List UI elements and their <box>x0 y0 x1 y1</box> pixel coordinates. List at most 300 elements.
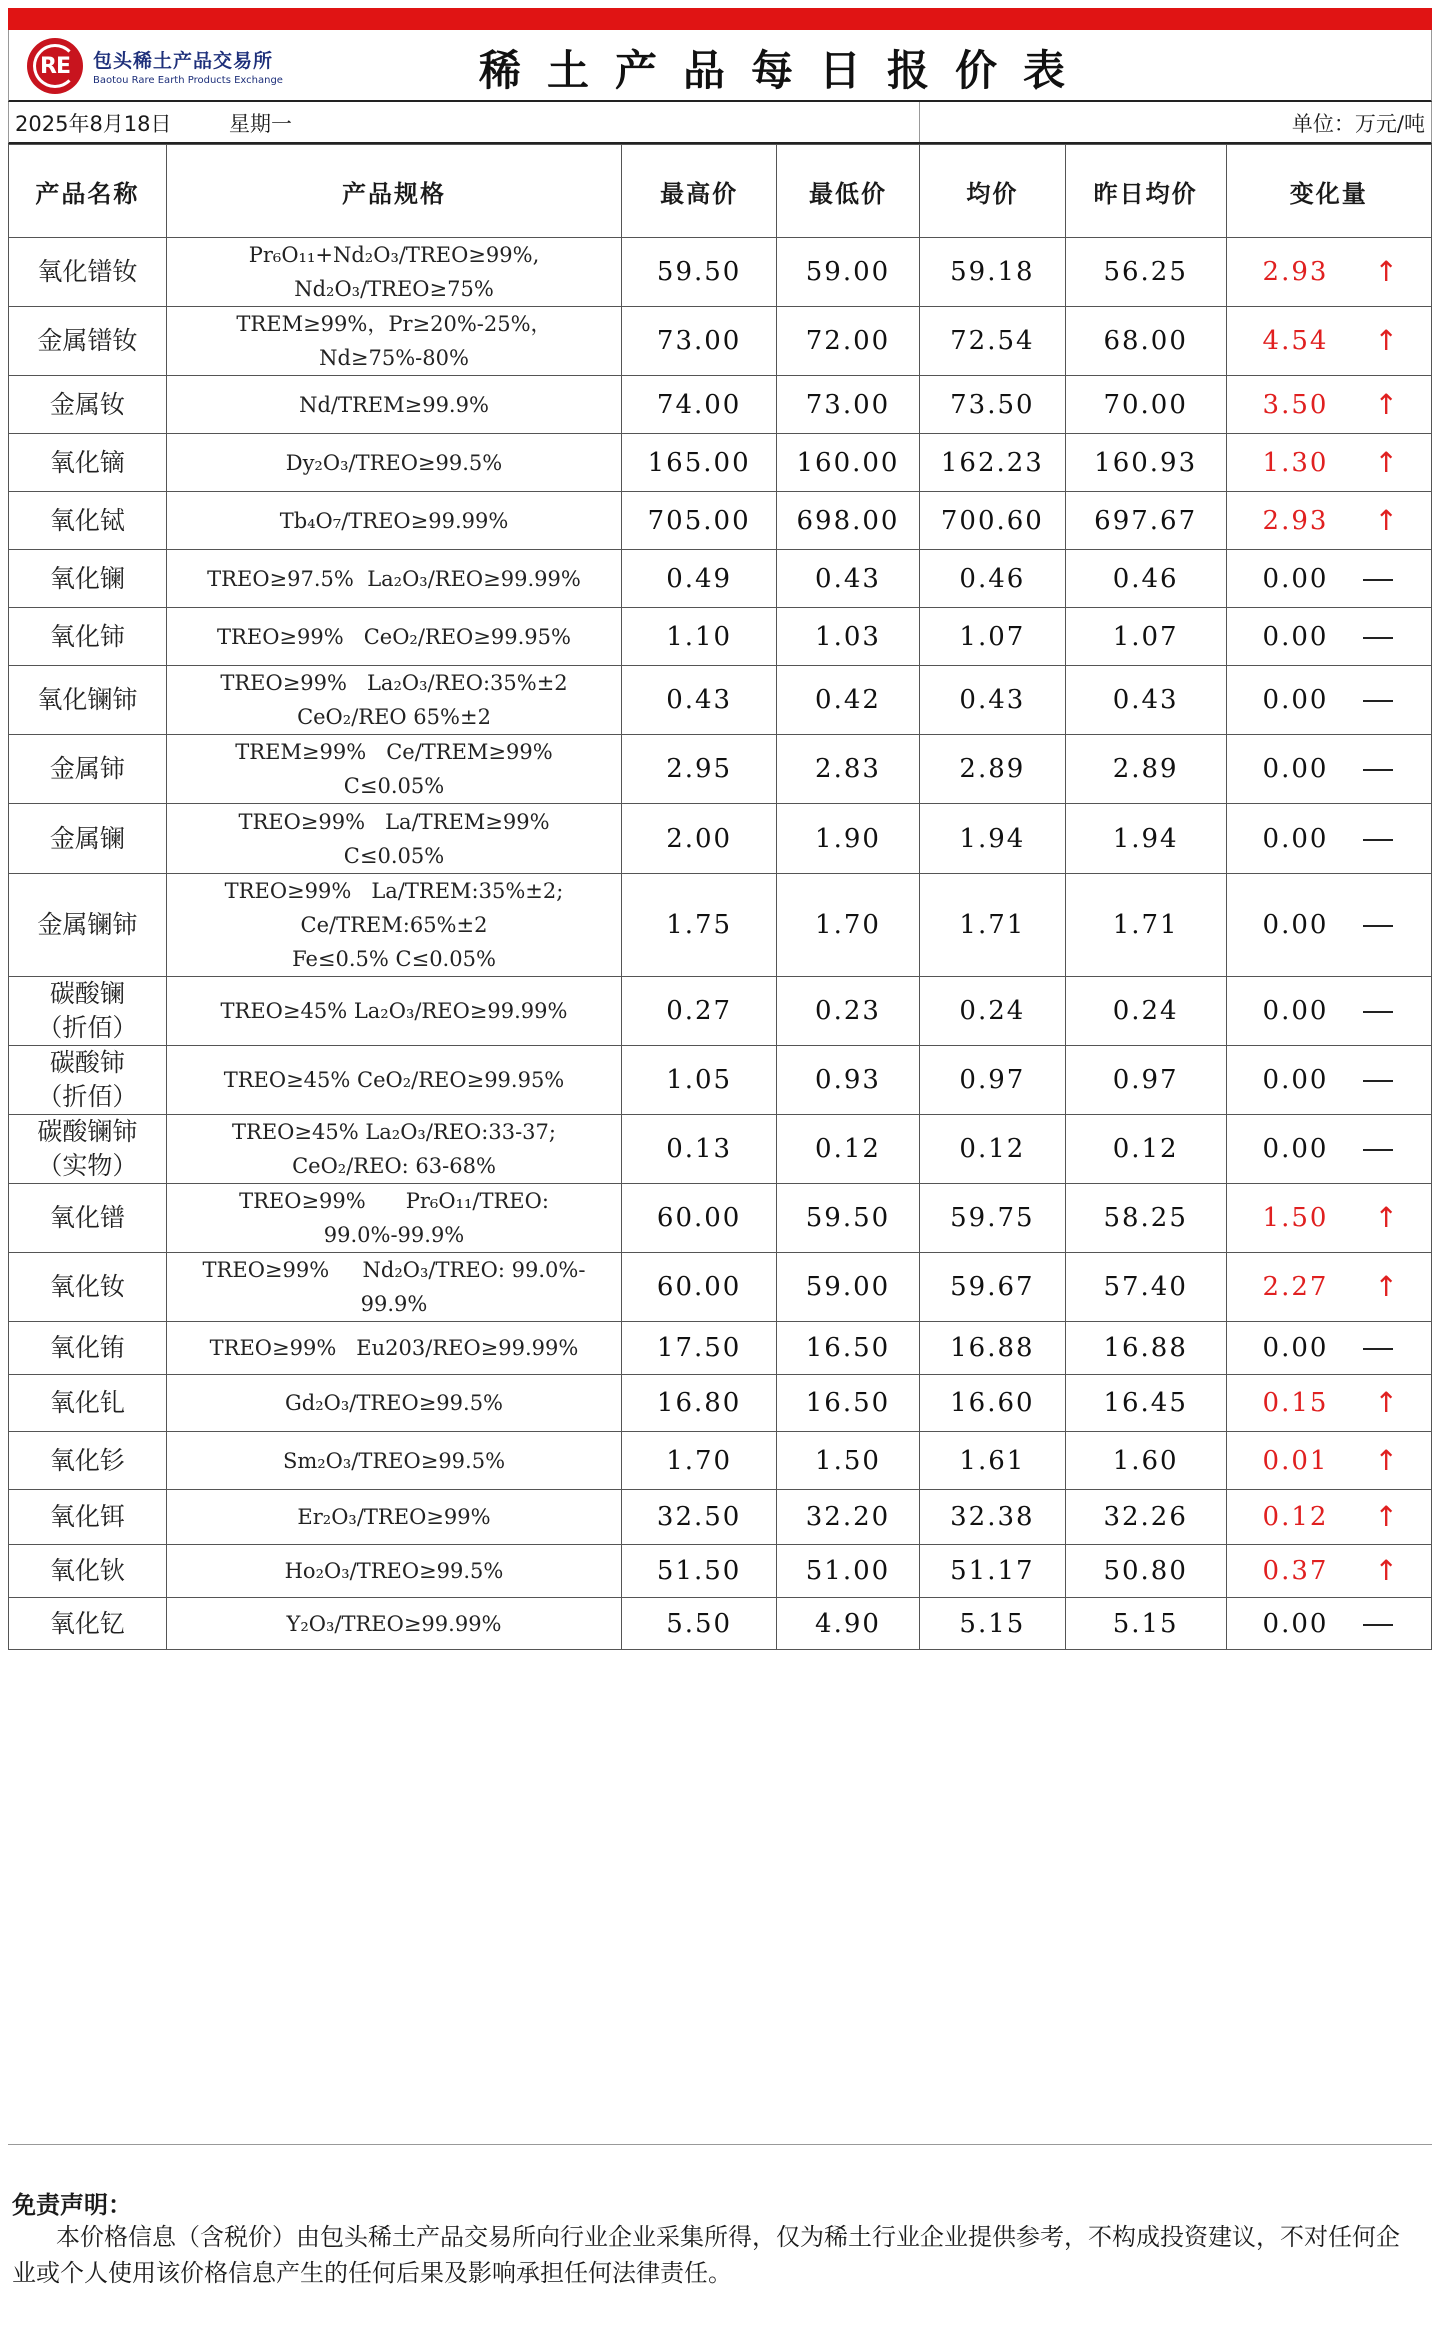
price-high: 1.05 <box>622 1046 777 1115</box>
product-spec-line: TREO≥99% La₂O₃/REO:35%±2 <box>220 671 568 695</box>
price-high: 1.70 <box>622 1432 777 1490</box>
table-row <box>9 1490 1432 1545</box>
product-name <box>9 1432 167 1490</box>
no-change-dash-icon <box>1363 1348 1393 1350</box>
no-change-dash-icon <box>1363 1011 1393 1013</box>
price-high: 2.00 <box>622 804 777 874</box>
disclaimer-body: 本价格信息（含税价）由包头稀土产品交易所向行业企业采集所得，仅为稀土行业企业提供参考，不构成投资建议，不对任何企业或个人使用该价格信息产生的任何后果及影响承担任何法律责任。 <box>12 2223 1400 2287</box>
product-spec <box>166 735 621 804</box>
product-name-line: 氧化镨钕 <box>37 257 138 286</box>
product-spec <box>166 608 621 666</box>
price-avg: 1.71 <box>919 874 1065 977</box>
table-row <box>9 307 1432 376</box>
product-spec-line: Y₂O₃/TREO≥99.99% <box>286 1611 502 1636</box>
price-change: 0.00 <box>1262 823 1329 854</box>
product-spec <box>166 238 621 307</box>
exchange-name-cn: 包头稀土产品交易所 <box>93 50 274 72</box>
product-spec-line: TREO≥99% La/TREM:35%±2; <box>224 879 564 903</box>
product-name <box>9 735 167 804</box>
product-spec-line: Pr₆O₁₁+Nd₂O₃/TREO≥99%, <box>248 243 540 267</box>
price-change-cell <box>1226 307 1431 376</box>
product-spec <box>166 1598 621 1650</box>
report-date: 2025年8月18日 <box>15 112 172 136</box>
product-spec-line: Tb₄O₇/TREO≥99.99% <box>279 508 509 533</box>
up-arrow-icon: ↑ <box>1374 445 1398 479</box>
product-spec <box>166 977 621 1046</box>
price-high: 60.00 <box>622 1253 777 1322</box>
sheet-header <box>8 30 1432 102</box>
price-prev: 0.24 <box>1065 977 1226 1046</box>
table-row <box>9 735 1432 804</box>
price-prev: 0.43 <box>1065 666 1226 735</box>
price-change: 0.15 <box>1262 1388 1329 1418</box>
price-high: 0.49 <box>622 550 777 608</box>
price-prev: 58.25 <box>1065 1184 1226 1253</box>
product-spec <box>166 1375 621 1432</box>
price-change: 0.00 <box>1262 1333 1329 1363</box>
price-high: 2.95 <box>622 735 777 804</box>
price-prev: 16.88 <box>1065 1322 1226 1375</box>
product-spec <box>166 307 621 376</box>
price-avg: 0.24 <box>919 977 1065 1046</box>
product-name <box>9 874 167 977</box>
up-arrow-icon: ↑ <box>1374 324 1398 357</box>
product-name <box>9 1046 167 1115</box>
price-change: 2.27 <box>1262 1272 1329 1302</box>
product-name <box>9 307 167 376</box>
product-name-line: 氧化铽 <box>49 505 125 535</box>
price-low: 1.03 <box>777 608 920 666</box>
product-name <box>9 434 167 492</box>
price-avg: 72.54 <box>919 307 1065 376</box>
product-name <box>9 977 167 1046</box>
product-name <box>9 1490 167 1545</box>
product-name <box>9 1184 167 1253</box>
product-spec-line: Sm₂O₃/TREO≥99.5% <box>282 1448 506 1473</box>
column-header: 产品名称 <box>9 145 167 238</box>
price-avg: 1.61 <box>919 1432 1065 1490</box>
no-change-dash-icon <box>1363 700 1393 702</box>
price-change: 0.00 <box>1262 910 1329 940</box>
column-header: 最低价 <box>777 145 920 238</box>
price-low: 72.00 <box>777 307 920 376</box>
product-spec-line: TREO≥99% CeO₂/REO≥99.95% <box>217 624 571 649</box>
up-arrow-icon: ↑ <box>1374 1500 1398 1533</box>
price-avg: 16.60 <box>919 1375 1065 1432</box>
product-name <box>9 1322 167 1375</box>
price-low: 59.50 <box>777 1184 920 1253</box>
product-spec-line: Ce/TREM:65%±2 <box>300 913 488 937</box>
product-name-line: 碳酸镧铈 <box>37 1117 138 1146</box>
price-change-cell <box>1226 492 1431 550</box>
product-spec <box>166 1046 621 1115</box>
price-change-cell <box>1226 376 1431 434</box>
price-change: 0.00 <box>1262 1608 1329 1639</box>
product-name <box>9 492 167 550</box>
product-spec-line: TREO≥99% Eu203/REO≥99.99% <box>209 1336 579 1360</box>
price-avg: 162.23 <box>919 434 1065 492</box>
product-spec-line: TREO≥45% La₂O₃/REO:33-37; <box>232 1120 556 1144</box>
up-arrow-icon: ↑ <box>1374 1270 1398 1303</box>
product-name-line: 氧化铈 <box>49 621 125 651</box>
price-high: 59.50 <box>622 238 777 307</box>
product-name-line: 氧化钆 <box>49 1388 125 1417</box>
price-low: 160.00 <box>777 434 920 492</box>
table-row <box>9 608 1432 666</box>
product-spec <box>166 1184 621 1253</box>
price-avg: 5.15 <box>919 1598 1065 1650</box>
product-name-line: 氧化镨 <box>49 1203 125 1232</box>
price-prev: 5.15 <box>1065 1598 1226 1650</box>
product-name-line: 氧化钇 <box>49 1608 125 1638</box>
price-change: 0.00 <box>1262 685 1329 715</box>
table-row <box>9 238 1432 307</box>
product-name-line: 氧化镝 <box>49 447 125 477</box>
product-spec <box>166 1253 621 1322</box>
price-low: 1.70 <box>777 874 920 977</box>
table-row <box>9 1115 1432 1184</box>
product-spec <box>166 1115 621 1184</box>
price-change-cell <box>1226 1598 1431 1650</box>
price-avg: 59.18 <box>919 238 1065 307</box>
table-row <box>9 550 1432 608</box>
product-spec-line: Fe≤0.5% C≤0.05% <box>292 947 496 971</box>
price-prev: 1.60 <box>1065 1432 1226 1490</box>
product-spec-line: Nd₂O₃/TREO≥75% <box>294 277 494 301</box>
product-spec-line: Er₂O₃/TREO≥99% <box>297 1505 491 1529</box>
price-low: 59.00 <box>777 1253 920 1322</box>
no-change-dash-icon <box>1363 579 1393 581</box>
product-name-line: 氧化钐 <box>49 1445 125 1475</box>
price-avg: 16.88 <box>919 1322 1065 1375</box>
product-spec-line: C≤0.05% <box>343 774 445 798</box>
re-logo-icon <box>27 38 83 94</box>
product-spec <box>166 1490 621 1545</box>
report-weekday: 星期一 <box>229 112 292 136</box>
price-high: 165.00 <box>622 434 777 492</box>
product-spec <box>166 492 621 550</box>
product-spec <box>166 874 621 977</box>
price-low: 0.23 <box>777 977 920 1046</box>
price-high: 32.50 <box>622 1490 777 1545</box>
price-high: 1.10 <box>622 608 777 666</box>
product-name-line: （折佰） <box>37 1082 138 1111</box>
product-name-line: 金属钕 <box>49 389 125 419</box>
product-spec-line: TREM≥99% Ce/TREM≥99% <box>235 740 553 764</box>
price-avg: 2.89 <box>919 735 1065 804</box>
up-arrow-icon: ↑ <box>1374 1554 1398 1587</box>
price-prev: 0.46 <box>1065 550 1226 608</box>
product-name <box>9 238 167 307</box>
table-row <box>9 492 1432 550</box>
table-header-row <box>9 145 1432 238</box>
price-prev: 16.45 <box>1065 1375 1226 1432</box>
product-spec-line: Dy₂O₃/TREO≥99.5% <box>285 450 503 475</box>
table-row <box>9 376 1432 434</box>
price-low: 4.90 <box>777 1598 920 1650</box>
product-spec <box>166 1432 621 1490</box>
price-change-cell <box>1226 608 1431 666</box>
price-prev: 697.67 <box>1065 492 1226 550</box>
product-name <box>9 666 167 735</box>
price-change-cell <box>1226 804 1431 874</box>
product-spec <box>166 1322 621 1375</box>
price-avg: 700.60 <box>919 492 1065 550</box>
price-change-cell <box>1226 1046 1431 1115</box>
table-row <box>9 666 1432 735</box>
price-change: 0.00 <box>1262 754 1329 784</box>
price-change-cell <box>1226 1545 1431 1598</box>
price-high: 0.27 <box>622 977 777 1046</box>
no-change-dash-icon <box>1363 769 1393 771</box>
table-row <box>9 1545 1432 1598</box>
product-spec <box>166 1545 621 1598</box>
top-red-bar <box>8 8 1432 30</box>
price-change-cell <box>1226 434 1431 492</box>
price-change-cell <box>1226 1375 1431 1432</box>
price-change-cell <box>1226 977 1431 1046</box>
table-row <box>9 1046 1432 1115</box>
price-change: 0.12 <box>1262 1502 1329 1532</box>
price-change: 0.00 <box>1262 1065 1329 1095</box>
price-change: 0.00 <box>1262 621 1329 652</box>
price-high: 17.50 <box>622 1322 777 1375</box>
price-high: 0.13 <box>622 1115 777 1184</box>
price-low: 0.43 <box>777 550 920 608</box>
price-high: 5.50 <box>622 1598 777 1650</box>
price-unit: 单位：万元/吨 <box>1291 112 1425 136</box>
product-name-line: 氧化钬 <box>49 1556 125 1585</box>
product-name <box>9 1545 167 1598</box>
product-spec-line: Gd₂O₃/TREO≥99.5% <box>284 1391 504 1415</box>
table-row <box>9 1253 1432 1322</box>
column-header: 昨日均价 <box>1065 145 1226 238</box>
price-low: 1.90 <box>777 804 920 874</box>
price-change-cell <box>1226 1184 1431 1253</box>
price-high: 705.00 <box>622 492 777 550</box>
price-avg: 0.12 <box>919 1115 1065 1184</box>
table-row <box>9 804 1432 874</box>
product-spec-line: TREO≥97.5% La₂O₃/REO≥99.99% <box>207 566 581 591</box>
price-avg: 1.07 <box>919 608 1065 666</box>
product-name-line: 氧化镧铈 <box>37 685 138 714</box>
product-spec-line: TREO≥45% La₂O₃/REO≥99.99% <box>220 999 568 1023</box>
price-high: 73.00 <box>622 307 777 376</box>
product-spec <box>166 376 621 434</box>
price-table <box>8 144 1432 1650</box>
product-name-line: （折佰） <box>37 1013 138 1042</box>
price-low: 16.50 <box>777 1375 920 1432</box>
product-spec-line: C≤0.05% <box>343 843 445 868</box>
price-avg: 0.97 <box>919 1046 1065 1115</box>
price-avg: 0.46 <box>919 550 1065 608</box>
price-low: 0.42 <box>777 666 920 735</box>
price-prev: 1.07 <box>1065 608 1226 666</box>
product-name-line: 氧化铒 <box>49 1502 125 1531</box>
product-name <box>9 550 167 608</box>
table-row <box>9 1598 1432 1650</box>
page-title: 稀土产品每日报价表 <box>479 46 1092 95</box>
logo-mark-text: RE <box>40 53 70 79</box>
price-high: 74.00 <box>622 376 777 434</box>
price-avg: 32.38 <box>919 1490 1065 1545</box>
price-prev: 32.26 <box>1065 1490 1226 1545</box>
price-low: 59.00 <box>777 238 920 307</box>
product-name <box>9 1375 167 1432</box>
price-prev: 0.97 <box>1065 1046 1226 1115</box>
price-prev: 2.89 <box>1065 735 1226 804</box>
price-avg: 59.75 <box>919 1184 1065 1253</box>
price-sheet <box>8 30 1432 1650</box>
product-spec <box>166 804 621 874</box>
price-change-cell <box>1226 1322 1431 1375</box>
up-arrow-icon: ↑ <box>1374 1443 1398 1477</box>
price-low: 16.50 <box>777 1322 920 1375</box>
price-change: 0.00 <box>1262 563 1329 594</box>
product-name-line: 碳酸镧 <box>49 979 125 1008</box>
product-spec-line: CeO₂/REO 65%±2 <box>297 705 491 729</box>
price-change-cell <box>1226 1432 1431 1490</box>
product-name <box>9 1253 167 1322</box>
price-low: 0.93 <box>777 1046 920 1115</box>
price-change-cell <box>1226 1115 1431 1184</box>
disclaimer <box>8 2144 1432 2315</box>
product-spec-line: TREO≥45% CeO₂/REO≥99.95% <box>223 1068 565 1092</box>
product-name <box>9 608 167 666</box>
product-spec <box>166 434 621 492</box>
product-name-line: 金属铈 <box>49 754 125 783</box>
price-change: 4.54 <box>1262 326 1329 356</box>
product-spec-line: TREO≥99% Nd₂O₃/TREO: 99.0%- <box>202 1258 586 1282</box>
price-high: 16.80 <box>622 1375 777 1432</box>
product-spec-line: TREM≥99%，Pr≥20%-25%， <box>236 312 552 336</box>
meta-row <box>8 102 1432 144</box>
price-avg: 51.17 <box>919 1545 1065 1598</box>
price-change: 2.93 <box>1262 505 1329 536</box>
product-spec-line: 99.0%-99.9% <box>323 1223 465 1247</box>
no-change-dash-icon <box>1363 1149 1393 1151</box>
product-spec-line: 99.9% <box>360 1292 428 1316</box>
price-high: 0.43 <box>622 666 777 735</box>
product-spec-line: Nd≥75%-80% <box>319 346 469 370</box>
column-header: 产品规格 <box>166 145 621 238</box>
disclaimer-title: 免责声明： <box>12 2191 132 2219</box>
price-low: 0.12 <box>777 1115 920 1184</box>
product-name-line: （实物） <box>37 1151 138 1180</box>
no-change-dash-icon <box>1363 839 1393 841</box>
product-name-line: 碳酸铈 <box>49 1048 125 1077</box>
up-arrow-icon: ↑ <box>1374 255 1398 288</box>
exchange-logo <box>27 38 283 94</box>
table-row <box>9 1322 1432 1375</box>
price-change: 0.00 <box>1262 1134 1329 1164</box>
column-header: 最高价 <box>622 145 777 238</box>
no-change-dash-icon <box>1363 1624 1393 1626</box>
product-spec-line: TREO≥99% Pr₆O₁₁/TREO: <box>239 1189 549 1213</box>
product-name <box>9 804 167 874</box>
price-high: 51.50 <box>622 1545 777 1598</box>
price-change-cell <box>1226 550 1431 608</box>
price-change: 0.00 <box>1262 996 1329 1026</box>
table-row <box>9 874 1432 977</box>
price-low: 2.83 <box>777 735 920 804</box>
price-change: 2.93 <box>1262 257 1329 287</box>
price-prev: 1.94 <box>1065 804 1226 874</box>
price-change: 0.37 <box>1262 1556 1329 1586</box>
no-change-dash-icon <box>1363 925 1393 927</box>
product-name-line: 金属镧 <box>49 823 125 853</box>
price-avg: 1.94 <box>919 804 1065 874</box>
price-prev: 160.93 <box>1065 434 1226 492</box>
table-row <box>9 1432 1432 1490</box>
price-change-cell <box>1226 1490 1431 1545</box>
price-prev: 0.12 <box>1065 1115 1226 1184</box>
product-spec-line: Ho₂O₃/TREO≥99.5% <box>284 1559 504 1583</box>
price-avg: 0.43 <box>919 666 1065 735</box>
product-name <box>9 376 167 434</box>
price-change-cell <box>1226 666 1431 735</box>
product-spec-line: Nd/TREM≥99.9% <box>299 392 489 417</box>
product-name-line: 氧化铕 <box>49 1333 125 1362</box>
up-arrow-icon: ↑ <box>1374 1201 1398 1234</box>
price-low: 32.20 <box>777 1490 920 1545</box>
up-arrow-icon: ↑ <box>1374 503 1398 537</box>
price-avg: 73.50 <box>919 376 1065 434</box>
product-spec <box>166 550 621 608</box>
price-change-cell <box>1226 1253 1431 1322</box>
price-prev: 70.00 <box>1065 376 1226 434</box>
price-prev: 57.40 <box>1065 1253 1226 1322</box>
price-low: 73.00 <box>777 376 920 434</box>
price-change-cell <box>1226 874 1431 977</box>
product-name-line: 金属镧铈 <box>37 910 138 939</box>
no-change-dash-icon <box>1363 637 1393 639</box>
no-change-dash-icon <box>1363 1080 1393 1082</box>
product-name <box>9 1598 167 1650</box>
price-low: 698.00 <box>777 492 920 550</box>
price-low: 51.00 <box>777 1545 920 1598</box>
up-arrow-icon: ↑ <box>1374 1386 1398 1419</box>
price-high: 60.00 <box>622 1184 777 1253</box>
price-prev: 56.25 <box>1065 238 1226 307</box>
price-prev: 68.00 <box>1065 307 1226 376</box>
product-spec <box>166 666 621 735</box>
price-change-cell <box>1226 238 1431 307</box>
price-change: 1.50 <box>1262 1203 1329 1233</box>
table-row <box>9 1184 1432 1253</box>
product-spec-line: CeO₂/REO: 63-68% <box>292 1154 496 1178</box>
table-row <box>9 434 1432 492</box>
price-high: 1.75 <box>622 874 777 977</box>
product-name-line: 氧化钕 <box>49 1272 125 1301</box>
exchange-name-en: Baotou Rare Earth Products Exchange <box>93 75 283 86</box>
column-header: 均价 <box>919 145 1065 238</box>
price-change: 0.01 <box>1262 1445 1329 1476</box>
price-change-cell <box>1226 735 1431 804</box>
up-arrow-icon: ↑ <box>1374 387 1398 421</box>
price-change: 3.50 <box>1262 389 1329 420</box>
product-spec-line: TREO≥99% La/TREM≥99% <box>238 809 550 834</box>
price-avg: 59.67 <box>919 1253 1065 1322</box>
price-low: 1.50 <box>777 1432 920 1490</box>
table-row <box>9 977 1432 1046</box>
product-name-line: 金属镨钕 <box>37 326 138 355</box>
product-name-line: 氧化镧 <box>49 563 125 593</box>
price-prev: 50.80 <box>1065 1545 1226 1598</box>
product-name <box>9 1115 167 1184</box>
price-prev: 1.71 <box>1065 874 1226 977</box>
price-change: 1.30 <box>1262 447 1329 478</box>
